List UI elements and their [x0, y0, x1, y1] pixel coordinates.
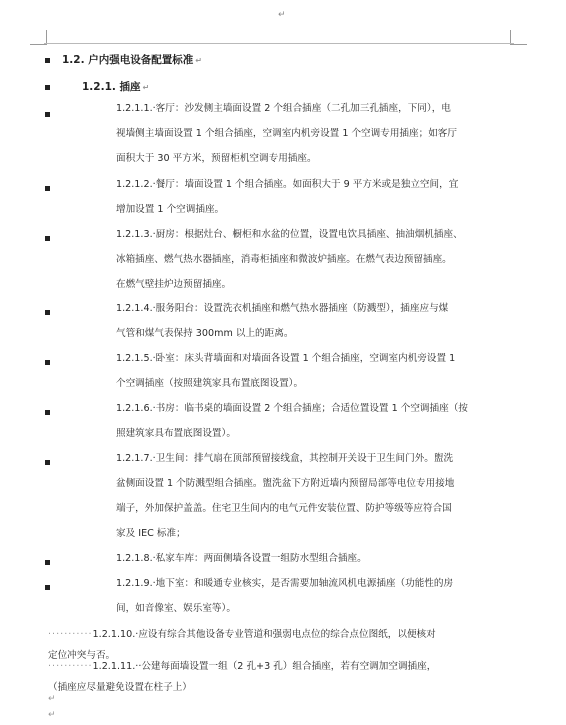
text-line: 1.2.1.1.·客厅：沙发侧主墙面设置 2 个组合插座（二孔加三孔插座，下同），电 — [116, 103, 451, 114]
text-line: 1.2.1.4.·服务阳台：设置洗衣机插座和燃气热水器插座（防溅型），插座应与煤 — [116, 303, 449, 314]
list-item[interactable] — [116, 222, 516, 297]
heading-1-number: 1.2. — [62, 54, 85, 66]
text-line: 个空调插座（按照建筑家具布置底图设置）。 — [116, 378, 304, 389]
list-bullet — [45, 585, 50, 590]
list-item[interactable] — [48, 656, 518, 698]
text-line: 气管和煤气表保持 300mm 以上的距离。 — [116, 328, 294, 339]
list-bullet — [45, 410, 50, 415]
text-line: 冰箱插座、燃气热水器插座，消毒柜插座和微波炉插座。在燃气表边预留插座。 — [116, 254, 452, 265]
text-line-content: 1.2.1.10.·应设有综合其他设备专业管道和强弱电点位的综合点位图纸，以便核对 — [92, 629, 436, 640]
heading-2-title: 插座 — [119, 81, 141, 93]
list-item[interactable] — [116, 396, 516, 446]
text-line — [48, 624, 518, 645]
heading-1-title: 户内强电设备配置标准 — [88, 54, 194, 66]
heading-2[interactable] — [82, 79, 149, 94]
text-line: 照建筑家具布置底图设置）。 — [116, 428, 236, 439]
text-line: 1.2.1.6.·书房：临书桌的墙面设置 2 个组合插座；合适位置设置 1 个空调插座（按 — [116, 403, 468, 414]
text-line: 1.2.1.9.·地下室：和暖通专业核实，是否需要加轴流风机电源插座（功能性的房 — [116, 578, 454, 589]
text-line: 1.2.1.3.·厨房：根据灶台、橱柜和水盆的位置，设置电饮具插座、抽油烟机插座、 — [116, 229, 463, 240]
text-line: 端子，外加保护盖盖。住宅卫生间内的电气元件安装位置、防护等级等应符合国 — [116, 503, 452, 514]
paragraph-mark: ↵ — [142, 83, 150, 92]
list-bullet — [45, 360, 50, 365]
heading-2-number: 1.2.1. — [82, 81, 116, 93]
list-bullet — [45, 186, 50, 191]
text-line — [48, 656, 518, 677]
list-bullet — [45, 112, 50, 117]
text-line: 增加设置 1 个空调插座。 — [116, 204, 225, 215]
paragraph-mark: ↵ — [48, 694, 56, 704]
text-line: 1.2.1.7.·卫生间：排气扇在顶部预留接线盒，其控制开关设于卫生间门外。盥洗 — [116, 453, 454, 464]
heading-bullet — [45, 85, 50, 90]
list-item[interactable] — [116, 172, 516, 222]
text-line: 家及 IEC 标准； — [116, 528, 186, 539]
leader-dots: ··········· — [48, 629, 93, 640]
text-line: 视墙侧主墙面设置 1 个组合插座，空调室内机旁设置 1 个空调专用插座；如客厅 — [116, 128, 457, 139]
heading-1[interactable] — [62, 52, 202, 67]
paragraph-mark: ↵ — [195, 56, 202, 65]
text-line: 1.2.1.2.·餐厅：墙面设置 1 个组合插座。如面积大于 9 平方米或是独立空间，宜 — [116, 179, 459, 190]
list-item[interactable] — [116, 346, 516, 396]
leader-dots: ··········· — [48, 661, 93, 672]
text-line: 1.2.1.5.·卧室：床头背墙面和对墙面各设置 1 个组合插座，空调室内机旁设置 1 — [116, 353, 456, 364]
paragraph-mark: ↵ — [48, 710, 56, 720]
header-paragraph-mark: ↵ — [278, 10, 286, 20]
text-line: 面积大于 30 平方米，预留柜机空调专用插座。 — [116, 153, 317, 164]
text-line-content: 1.2.1.11.··公建每面墙设置一组（2 孔+3 孔）组合插座，若有空调加空调插座， — [92, 661, 437, 672]
list-item[interactable] — [116, 446, 516, 546]
list-bullet — [45, 560, 50, 565]
list-item[interactable] — [116, 296, 516, 346]
list-item[interactable] — [116, 546, 516, 571]
list-bullet — [45, 460, 50, 465]
list-bullet — [45, 310, 50, 315]
text-line: （插座应尽量避免设置在柱子上） — [48, 682, 192, 693]
text-line: 定位冲突与否。 — [48, 650, 116, 661]
text-line: 1.2.1.8.·私家车库：两面侧墙各设置一组防水型组合插座。 — [116, 553, 367, 564]
text-line: 在燃气壁挂炉边预留插座。 — [116, 279, 232, 290]
list-item[interactable] — [116, 96, 516, 171]
header-rule — [44, 43, 514, 44]
heading-bullet — [45, 58, 50, 63]
list-bullet — [45, 236, 50, 241]
text-line: 盆侧面设置 1 个防溅型组合插座。盥洗盆下方附近墙内预留局部等电位专用接地 — [116, 478, 455, 489]
list-item[interactable] — [116, 571, 516, 621]
text-line: 间，如音像室、娱乐室等）。 — [116, 603, 236, 614]
